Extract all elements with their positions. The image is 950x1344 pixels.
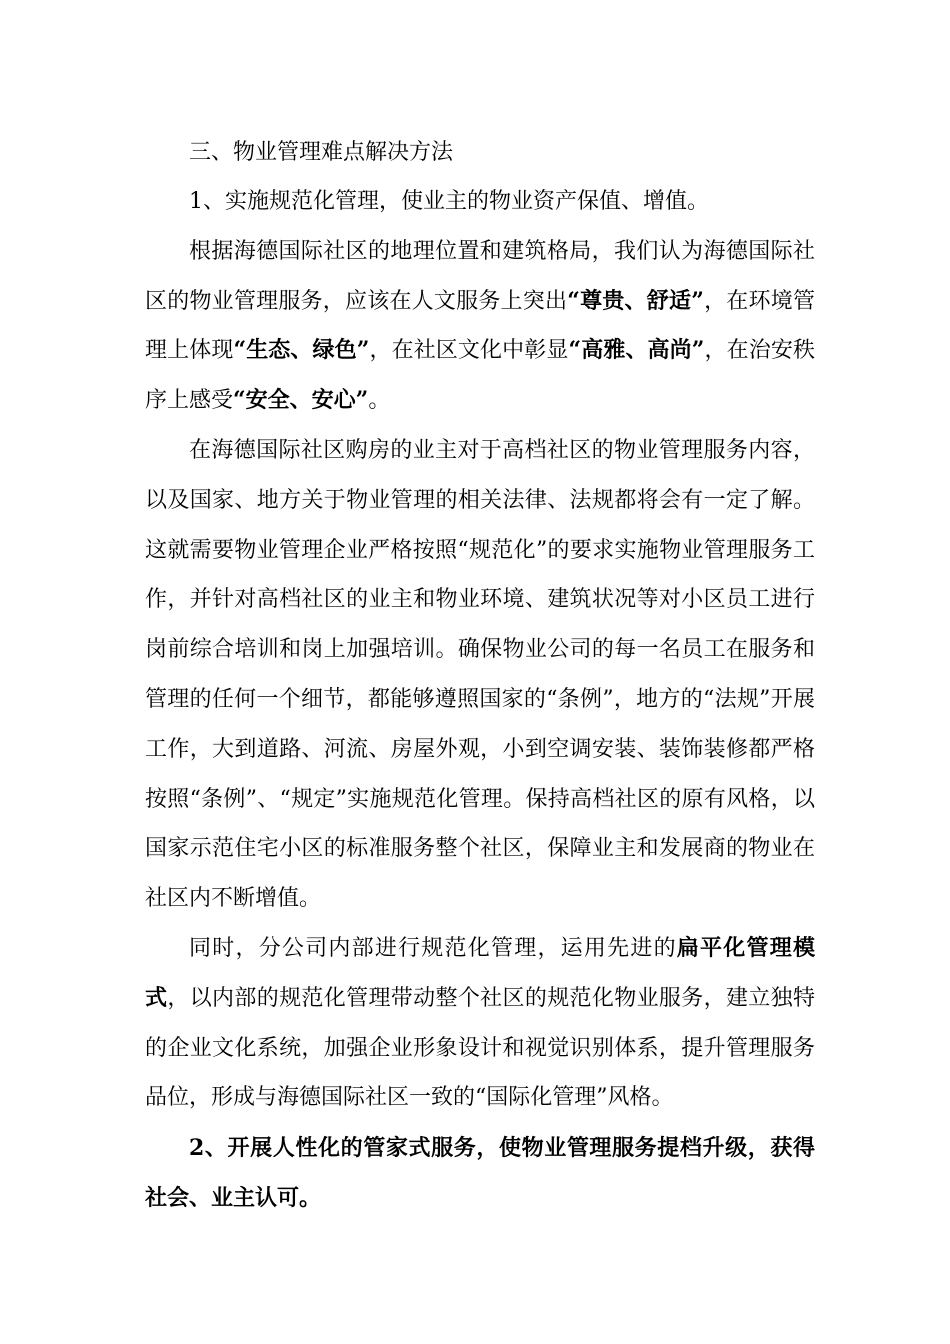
item1-title: 1、实施规范化管理，使业主的物业资产保值、增值。 <box>189 189 709 214</box>
para1-text-5: 。 <box>368 388 391 414</box>
para3-text-2: ，以内部的规范化管理带动整个社区的规范化物业服务，建立独特的企业文化系统，加强企业形象设计和视觉识别体系，提升管理服务品位，形成与海德国际社区一致的“国际化管理”风格。 <box>145 985 815 1111</box>
paragraph-positioning <box>145 227 815 426</box>
para1-text-1: 根据海德国际社区的地理位置和建筑格局，我们认为海德国际社区的物业管理服务，应该在人文服务上突出 <box>145 238 815 314</box>
item2-title: 2、开展人性化的管家式服务，使物业管理服务提档升级，获得社会、业主认可。 <box>145 1135 815 1212</box>
section-title: 三、物业管理难点解决方法 <box>189 140 454 165</box>
para1-emphasis-3: “高雅、高尚” <box>568 337 705 364</box>
para3-emphasis-1: 扁平化管理模式 <box>145 934 815 1011</box>
document-page <box>145 128 815 1223</box>
para1-emphasis-4: “安全、安心” <box>233 387 369 414</box>
para1-emphasis-1: “尊贵、舒适” <box>567 287 704 314</box>
para1-text-4: ，在治安秩序上感受 <box>145 338 815 414</box>
para1-text-3: ，在社区文化中彰显 <box>369 338 569 364</box>
para3-text-1: 同时，分公司内部进行规范化管理，运用先进的 <box>189 935 677 961</box>
paragraph-internal-management <box>145 924 815 1123</box>
para1-text-2: ，在环境管理上体现 <box>145 288 815 364</box>
para1-emphasis-2: “生态、绿色” <box>233 337 370 364</box>
paragraph-standardization: 在海德国际社区购房的业主对于高档社区的物业管理服务内容，以及国家、地方关于物业管理的相关法律、法规都将会有一定了解。这就需要物业管理企业严格按照“规范化”的要求实施物业管理服务工作，并针对高档社区的业主和物业环境、建筑状况等对小区员工进行岗前综合培训和岗上加强培训。确保物业公司的每一名员工在服务和管理的任何一个细节，都能够遵照国家的“条例”，地方的“法规”开展工作，大到道路、河流、房屋外观，小到空调安装、装饰装修都严格按照“条例”、“规定”实施规范化管理。保持高档社区的原有风格，以国家示范住宅小区的标准服务整个社区，保障业主和发展商的物业在社区内不断增值。 <box>145 437 815 912</box>
